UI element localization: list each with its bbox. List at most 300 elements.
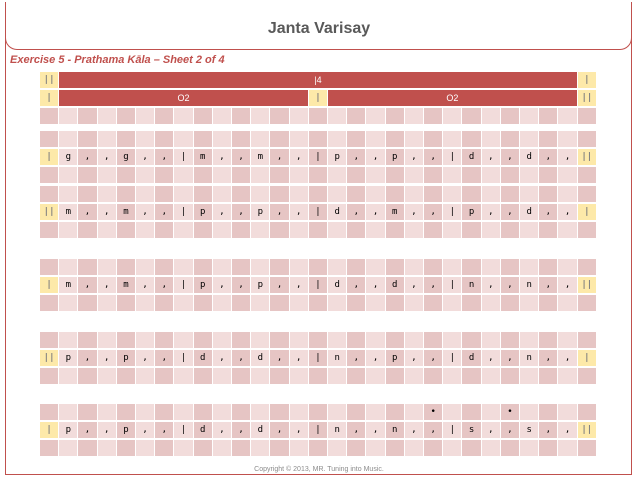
swara-cell: ,: [558, 149, 577, 166]
grid-cell: [232, 186, 251, 203]
grid-cell: [558, 332, 577, 349]
grid-cell: [117, 186, 136, 203]
swara-cell: ,: [501, 149, 520, 166]
grid-cell: [539, 222, 558, 239]
grid-cell: [366, 332, 385, 349]
beat-bar: |: [443, 350, 462, 367]
grid-cell: [251, 167, 270, 184]
grid-cell: [405, 332, 424, 349]
grid-cell: [443, 222, 462, 239]
swara-cell: ,: [213, 149, 232, 166]
grid-cell: [386, 332, 405, 349]
grid-cell: [578, 131, 597, 148]
swara-cell: m: [251, 149, 270, 166]
swara-cell: d: [194, 350, 213, 367]
grid-cell: [309, 440, 328, 457]
notation-line: [40, 404, 597, 458]
grid-cell: [213, 131, 232, 148]
grid-cell: [405, 368, 424, 385]
grid-cell: [482, 131, 501, 148]
grid-cell: [251, 108, 270, 125]
swara-cell: ,: [213, 277, 232, 294]
grid-cell: [405, 222, 424, 239]
notation-line: [40, 332, 597, 386]
grid-cell: [117, 259, 136, 276]
grid-cell: [558, 368, 577, 385]
copyright-footer: Copyright © 2013, MR. Tuning into Music.: [254, 466, 384, 473]
grid-cell: [386, 167, 405, 184]
grid-cell: [251, 404, 270, 421]
grid-cell: [309, 259, 328, 276]
grid-cell: [501, 186, 520, 203]
grid-cell: [462, 167, 481, 184]
grid-cell: [78, 167, 97, 184]
grid-cell: [290, 131, 309, 148]
beat-bar: |: [174, 422, 193, 439]
grid-cell: [78, 222, 97, 239]
swara-cell: ,: [482, 204, 501, 221]
swara-cell: ,: [98, 422, 117, 439]
swara-cell: ,: [232, 277, 251, 294]
beat-bar: |: [309, 350, 328, 367]
grid-cell: [443, 131, 462, 148]
grid-cell: [424, 186, 443, 203]
swara-cell: d: [194, 422, 213, 439]
swara-cell: ,: [405, 422, 424, 439]
grid-cell: [328, 222, 347, 239]
grid-cell: [194, 295, 213, 312]
grid-cell: [155, 186, 174, 203]
grid-cell: [386, 222, 405, 239]
grid-cell: [558, 404, 577, 421]
swara-cell: n: [520, 277, 539, 294]
tara-sthayi-dot: •: [501, 404, 520, 421]
grid-cell: [578, 368, 597, 385]
swara-cell: ,: [405, 149, 424, 166]
beat-bar: |: [443, 277, 462, 294]
grid-cell: [290, 404, 309, 421]
swara-cell: ,: [213, 350, 232, 367]
beat-bar: |: [309, 277, 328, 294]
grid-cell: [501, 295, 520, 312]
swara-cell: ,: [213, 422, 232, 439]
drutam-marker: O2: [328, 90, 578, 107]
grid-cell: [290, 332, 309, 349]
grid-cell: [270, 440, 289, 457]
grid-cell: [558, 167, 577, 184]
bar-marker: ||: [40, 350, 59, 367]
grid-cell: [462, 222, 481, 239]
grid-cell: [78, 368, 97, 385]
swara-cell: p: [251, 277, 270, 294]
swara-cell: ,: [78, 204, 97, 221]
grid-cell: [309, 222, 328, 239]
grid-cell: [462, 295, 481, 312]
page-title: Janta Varisay: [267, 20, 371, 37]
grid-cell: [270, 222, 289, 239]
grid-cell: [59, 332, 78, 349]
grid-cell: [136, 368, 155, 385]
grid-cell: [290, 440, 309, 457]
swara-cell: ,: [290, 149, 309, 166]
notation-line: [40, 186, 597, 240]
grid-cell: [386, 404, 405, 421]
grid-cell: [232, 222, 251, 239]
grid-cell: [78, 259, 97, 276]
grid-cell: [520, 332, 539, 349]
swara-cell: d: [328, 204, 347, 221]
grid-cell: [578, 167, 597, 184]
swara-cell: ,: [347, 149, 366, 166]
beat-bar: |: [443, 422, 462, 439]
grid-cell: [482, 295, 501, 312]
grid-cell: [558, 186, 577, 203]
swara-cell: g: [59, 149, 78, 166]
swara-cell: m: [117, 204, 136, 221]
swara-cell: d: [251, 350, 270, 367]
grid-cell: [232, 295, 251, 312]
grid-cell: [136, 108, 155, 125]
swara-cell: ,: [98, 350, 117, 367]
grid-cell: [482, 440, 501, 457]
grid-cell: [366, 404, 385, 421]
grid-cell: [462, 440, 481, 457]
grid-cell: [443, 167, 462, 184]
swara-cell: ,: [232, 350, 251, 367]
swara-cell: p: [194, 204, 213, 221]
grid-cell: [578, 186, 597, 203]
grid-cell: [482, 186, 501, 203]
grid-cell: [59, 259, 78, 276]
grid-cell: [59, 167, 78, 184]
beat-bar: |: [174, 350, 193, 367]
grid-cell: [309, 167, 328, 184]
grid-cell: [232, 131, 251, 148]
swara-cell: ,: [424, 149, 443, 166]
grid-cell: [443, 440, 462, 457]
swara-cell: ,: [558, 422, 577, 439]
grid-cell: [558, 108, 577, 125]
grid-cell: [98, 222, 117, 239]
grid-cell: [520, 368, 539, 385]
grid-cell: [98, 404, 117, 421]
swara-cell: d: [251, 422, 270, 439]
swara-cell: ,: [405, 277, 424, 294]
swara-cell: ,: [366, 204, 385, 221]
grid-cell: [520, 131, 539, 148]
grid-cell: [270, 295, 289, 312]
grid-cell: [347, 368, 366, 385]
swara-cell: ,: [270, 277, 289, 294]
swara-cell: p: [328, 149, 347, 166]
grid-cell: [424, 295, 443, 312]
grid-cell: [78, 332, 97, 349]
bar-marker: ||: [578, 90, 597, 107]
grid-cell: [270, 332, 289, 349]
grid-cell: [213, 259, 232, 276]
grid-cell: [328, 131, 347, 148]
grid-cell: [117, 404, 136, 421]
grid-cell: [539, 186, 558, 203]
swara-cell: ,: [347, 277, 366, 294]
bar-marker: |: [309, 90, 328, 107]
grid-cell: [40, 368, 59, 385]
grid-cell: [174, 259, 193, 276]
grid-cell: [558, 131, 577, 148]
grid-cell: [309, 186, 328, 203]
beat-bar: |: [174, 149, 193, 166]
grid-cell: [98, 108, 117, 125]
grid-cell: [424, 131, 443, 148]
swara-cell: ,: [539, 149, 558, 166]
grid-cell: [251, 332, 270, 349]
bar-marker: ||: [40, 72, 59, 89]
grid-cell: [539, 404, 558, 421]
swara-cell: ,: [482, 149, 501, 166]
grid-cell: [443, 259, 462, 276]
grid-cell: [405, 167, 424, 184]
grid-cell: [347, 108, 366, 125]
grid-cell: [78, 131, 97, 148]
swara-cell: ,: [98, 277, 117, 294]
swara-cell: m: [386, 204, 405, 221]
swara-cell: ,: [98, 204, 117, 221]
grid-cell: [347, 440, 366, 457]
grid-cell: [290, 368, 309, 385]
grid-cell: [386, 131, 405, 148]
grid-cell: [40, 167, 59, 184]
beat-bar: |: [174, 277, 193, 294]
grid-cell: [270, 368, 289, 385]
grid-cell: [539, 108, 558, 125]
grid-cell: [117, 222, 136, 239]
exercise-subtitle: Exercise 5 - Prathama Kāla – Sheet 2 of 4: [10, 54, 225, 66]
swara-cell: p: [117, 350, 136, 367]
grid-cell: [59, 186, 78, 203]
grid-cell: [194, 404, 213, 421]
grid-cell: [194, 167, 213, 184]
grid-cell: [309, 332, 328, 349]
grid-cell: [520, 186, 539, 203]
grid-cell: [136, 295, 155, 312]
grid-cell: [443, 295, 462, 312]
drutam-marker: O2: [59, 90, 309, 107]
grid-cell: [462, 259, 481, 276]
grid-cell: [232, 440, 251, 457]
grid-cell: [78, 295, 97, 312]
grid-cell: [174, 167, 193, 184]
swara-cell: ,: [424, 277, 443, 294]
grid-cell: [194, 186, 213, 203]
beat-bar: |: [443, 149, 462, 166]
grid-cell: [213, 332, 232, 349]
swara-cell: ,: [539, 350, 558, 367]
grid-cell: [290, 295, 309, 312]
grid-cell: [155, 404, 174, 421]
grid-cell: [155, 131, 174, 148]
grid-cell: [347, 131, 366, 148]
grid-cell: [462, 131, 481, 148]
grid-cell: [136, 186, 155, 203]
grid-cell: [309, 131, 328, 148]
swara-cell: ,: [232, 422, 251, 439]
swara-cell: ,: [366, 422, 385, 439]
swara-cell: d: [386, 277, 405, 294]
grid-cell: [482, 332, 501, 349]
grid-cell: [290, 259, 309, 276]
grid-cell: [424, 368, 443, 385]
grid-cell: [501, 131, 520, 148]
grid-cell: [386, 368, 405, 385]
grid-cell: [78, 404, 97, 421]
grid-cell: [501, 368, 520, 385]
bar-marker: |: [40, 422, 59, 439]
swara-cell: m: [117, 277, 136, 294]
grid-cell: [270, 131, 289, 148]
swara-cell: ,: [558, 277, 577, 294]
grid-cell: [328, 332, 347, 349]
grid-cell: [366, 167, 385, 184]
grid-cell: [270, 404, 289, 421]
swara-cell: p: [386, 350, 405, 367]
grid-cell: [155, 295, 174, 312]
swara-cell: d: [328, 277, 347, 294]
grid-cell: [501, 222, 520, 239]
grid-cell: [558, 259, 577, 276]
swara-cell: d: [462, 149, 481, 166]
bar-marker: |: [578, 350, 597, 367]
swara-cell: ,: [155, 422, 174, 439]
grid-cell: [386, 186, 405, 203]
grid-cell: [174, 332, 193, 349]
swara-cell: ,: [213, 204, 232, 221]
swara-cell: p: [251, 204, 270, 221]
grid-cell: [539, 131, 558, 148]
grid-cell: [405, 440, 424, 457]
swara-cell: ,: [136, 204, 155, 221]
grid-cell: [386, 259, 405, 276]
beat-bar: |: [309, 204, 328, 221]
swara-cell: n: [328, 422, 347, 439]
swara-cell: ,: [347, 204, 366, 221]
grid-cell: [136, 222, 155, 239]
grid-cell: [462, 368, 481, 385]
grid-cell: [213, 108, 232, 125]
swara-cell: n: [520, 350, 539, 367]
swara-cell: ,: [136, 277, 155, 294]
swara-cell: ,: [424, 422, 443, 439]
swara-cell: ,: [539, 422, 558, 439]
grid-cell: [462, 108, 481, 125]
laghu-marker: |4: [59, 72, 578, 89]
grid-cell: [174, 131, 193, 148]
grid-cell: [482, 167, 501, 184]
grid-cell: [290, 167, 309, 184]
swara-cell: ,: [78, 149, 97, 166]
grid-cell: [40, 108, 59, 125]
grid-cell: [155, 368, 174, 385]
swara-cell: m: [194, 149, 213, 166]
grid-cell: [520, 404, 539, 421]
grid-cell: [405, 404, 424, 421]
grid-cell: [40, 404, 59, 421]
grid-cell: [386, 295, 405, 312]
grid-cell: [328, 108, 347, 125]
grid-cell: [155, 108, 174, 125]
grid-cell: [386, 440, 405, 457]
grid-cell: [347, 167, 366, 184]
swara-cell: ,: [347, 422, 366, 439]
grid-cell: [40, 222, 59, 239]
grid-cell: [59, 108, 78, 125]
grid-cell: [270, 186, 289, 203]
grid-cell: [251, 222, 270, 239]
grid-cell: [462, 332, 481, 349]
grid-cell: [347, 259, 366, 276]
grid-cell: [78, 108, 97, 125]
grid-cell: [520, 167, 539, 184]
grid-cell: [194, 332, 213, 349]
grid-cell: [59, 440, 78, 457]
grid-cell: [136, 332, 155, 349]
grid-cell: [232, 332, 251, 349]
beat-bar: |: [443, 204, 462, 221]
swara-cell: ,: [366, 149, 385, 166]
grid-cell: [251, 131, 270, 148]
swara-cell: p: [117, 422, 136, 439]
swara-cell: p: [194, 277, 213, 294]
swara-cell: m: [59, 277, 78, 294]
grid-cell: [578, 222, 597, 239]
grid-cell: [347, 186, 366, 203]
grid-cell: [424, 167, 443, 184]
bar-marker: |: [578, 204, 597, 221]
grid-cell: [290, 222, 309, 239]
grid-cell: [117, 108, 136, 125]
grid-cell: [309, 368, 328, 385]
grid-cell: [328, 259, 347, 276]
grid-cell: [174, 108, 193, 125]
grid-cell: [501, 332, 520, 349]
swara-cell: ,: [501, 350, 520, 367]
grid-cell: [155, 440, 174, 457]
swara-cell: ,: [78, 277, 97, 294]
grid-cell: [40, 440, 59, 457]
grid-cell: [366, 440, 385, 457]
swara-cell: n: [462, 277, 481, 294]
grid-cell: [366, 259, 385, 276]
grid-cell: [539, 295, 558, 312]
grid-cell: [194, 368, 213, 385]
swara-cell: ,: [558, 350, 577, 367]
grid-cell: [501, 440, 520, 457]
beat-bar: |: [309, 149, 328, 166]
swara-cell: ,: [501, 277, 520, 294]
swara-cell: ,: [136, 149, 155, 166]
grid-cell: [213, 167, 232, 184]
grid-cell: [366, 295, 385, 312]
grid-cell: [347, 332, 366, 349]
grid-cell: [251, 186, 270, 203]
grid-cell: [136, 404, 155, 421]
grid-cell: [174, 186, 193, 203]
grid-cell: [328, 295, 347, 312]
bar-marker: |: [578, 72, 597, 89]
grid-cell: [462, 404, 481, 421]
grid-cell: [232, 108, 251, 125]
grid-cell: [558, 222, 577, 239]
grid-cell: [136, 259, 155, 276]
